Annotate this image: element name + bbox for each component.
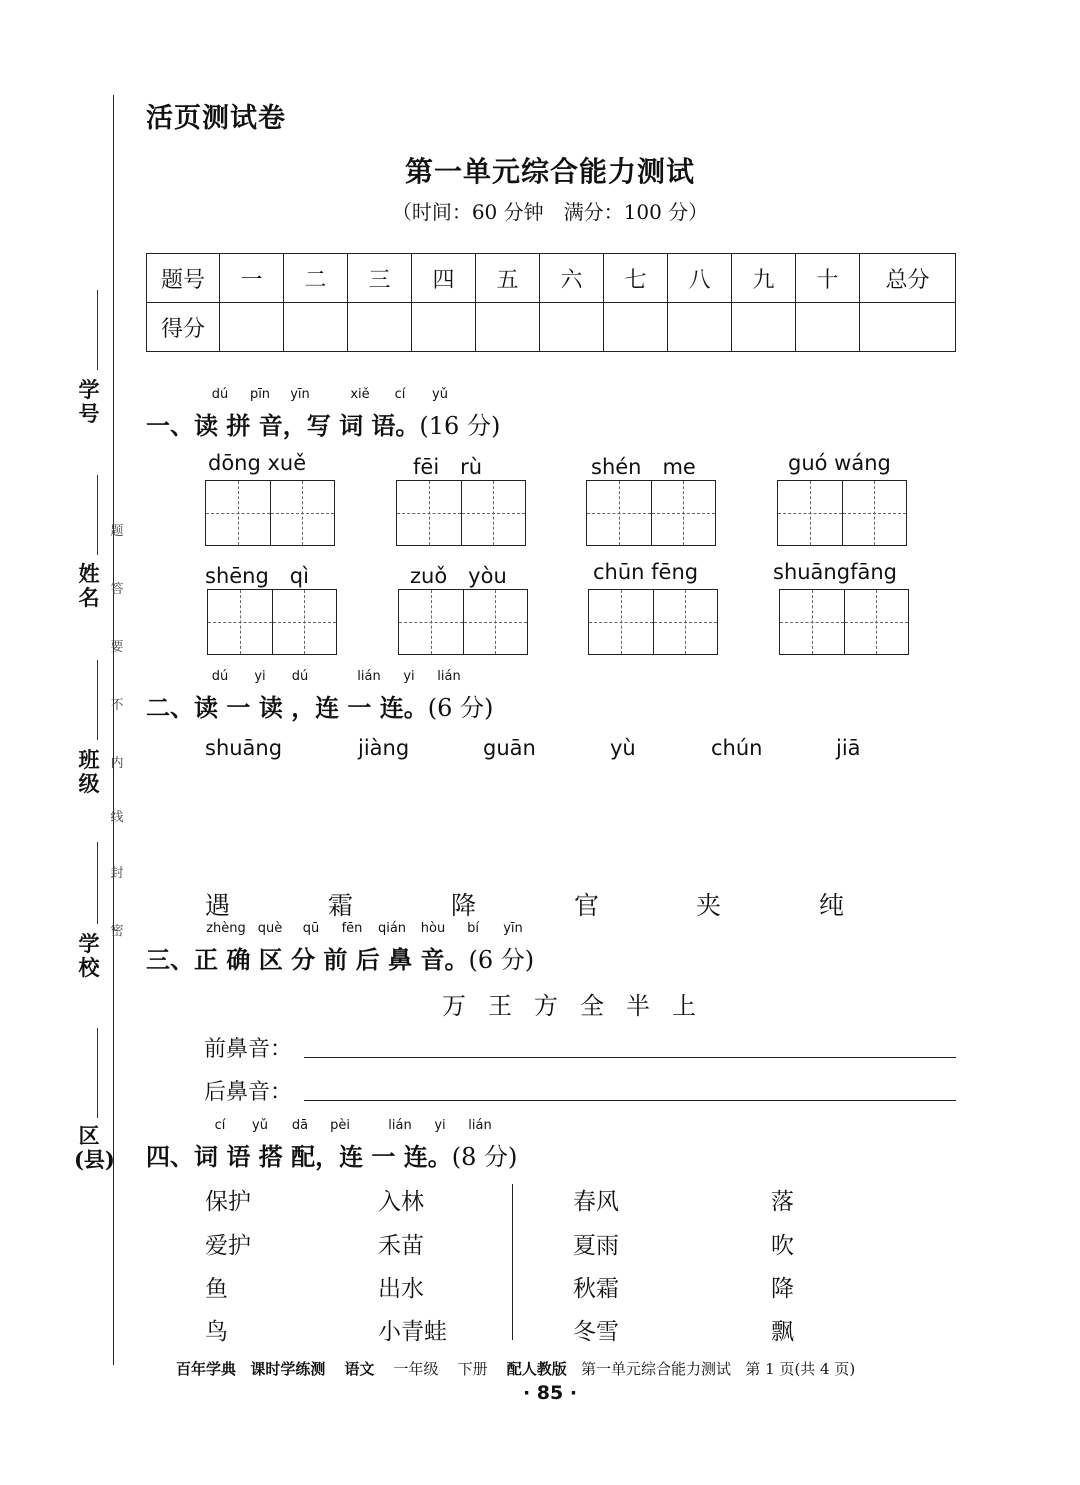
title-pinyin: lián	[468, 1118, 492, 1133]
match-word[interactable]: 爱护	[205, 1233, 251, 1259]
back-nasal-answer-line[interactable]	[304, 1100, 956, 1101]
table-header-cell: 五	[476, 254, 540, 303]
footer-brand: 百年学典	[176, 1360, 237, 1378]
footer-test-name: 第一单元综合能力测试	[581, 1360, 732, 1378]
writing-grid[interactable]	[777, 480, 907, 546]
pinyin-prompt: shēng qì	[205, 564, 309, 588]
table-header-cell: 九	[732, 254, 796, 303]
writing-grid[interactable]	[207, 589, 337, 655]
match-word[interactable]: 保护	[205, 1189, 251, 1215]
score-cell[interactable]	[412, 303, 476, 352]
side-rule	[97, 842, 98, 924]
match-word[interactable]: 入林	[378, 1189, 424, 1215]
seal-char: 封	[110, 866, 124, 881]
title-pinyin: yǔ	[432, 387, 448, 402]
side-rule	[97, 475, 98, 555]
match-char[interactable]: 纯	[819, 891, 845, 920]
side-rule	[97, 1028, 98, 1118]
score-table	[146, 253, 956, 352]
seal-char: 线	[110, 810, 124, 825]
writing-grid[interactable]	[586, 480, 716, 546]
table-header-cell: 七	[604, 254, 668, 303]
district-label: 区(县)	[74, 1123, 115, 1172]
student-number-label: 学号	[78, 377, 100, 426]
title-pinyin: xiě	[350, 387, 370, 402]
section-2-score: (6 分)	[427, 694, 494, 722]
title-pinyin: pīn	[249, 387, 271, 402]
seal-char: 答	[110, 582, 124, 597]
title-pinyin: lián	[357, 669, 381, 684]
match-word[interactable]: 小青蛙	[378, 1319, 447, 1345]
section-4-title	[146, 1137, 517, 1172]
section-3-score: (6 分)	[468, 946, 535, 974]
title-pinyin: hòu	[420, 921, 446, 936]
table-header-cell: 三	[348, 254, 412, 303]
match-word[interactable]: 降	[771, 1276, 794, 1302]
title-pinyin: qū	[302, 921, 320, 936]
section-3-title	[146, 940, 534, 975]
match-char[interactable]: 遇	[205, 891, 231, 920]
footer-subject: 语文	[344, 1360, 375, 1378]
table-header-cell: 六	[540, 254, 604, 303]
title-pinyin: zhèng	[206, 921, 246, 936]
page-subtitle: （时间：60 分钟 满分：100 分）	[391, 200, 709, 224]
match-pinyin[interactable]: jiàng	[358, 736, 410, 760]
writing-grid[interactable]	[396, 480, 526, 546]
table-header-cell: 十	[796, 254, 860, 303]
table-header-cell: 一	[220, 254, 284, 303]
title-pinyin: yi	[403, 669, 415, 684]
school-label: 学校	[78, 931, 100, 980]
section-2-heading: 二、读 一 读 ，连 一 连。	[146, 693, 428, 722]
score-table-header-row	[147, 254, 956, 303]
footer-edition: 配人教版	[506, 1360, 567, 1378]
seal-char: 内	[110, 756, 124, 771]
title-pinyin: pèi	[330, 1118, 350, 1133]
match-char[interactable]: 降	[451, 891, 477, 920]
column-divider	[512, 1184, 513, 1340]
section-1-title	[146, 406, 500, 441]
title-pinyin: dú	[211, 387, 229, 402]
match-word[interactable]: 吹	[771, 1233, 794, 1259]
section-4-score: (8 分)	[451, 1143, 518, 1171]
title-pinyin: lián	[437, 669, 461, 684]
match-word[interactable]: 出水	[378, 1276, 424, 1302]
section-3-heading: 三、正 确 区 分 前 后 鼻 音。	[146, 945, 469, 974]
section-4-heading: 四、词 语 搭 配，连 一 连。	[146, 1142, 452, 1171]
title-pinyin: yi	[254, 669, 266, 684]
section-2-title	[146, 688, 493, 723]
score-cell[interactable]	[348, 303, 412, 352]
match-word[interactable]: 夏雨	[573, 1233, 619, 1259]
score-cell[interactable]	[732, 303, 796, 352]
section-1-score: (16 分)	[419, 412, 501, 440]
footer-page-info: 第 1 页(共 4 页)	[745, 1360, 856, 1378]
match-pinyin[interactable]: jiā	[836, 736, 861, 760]
title-pinyin: dú	[291, 669, 309, 684]
footer-series: 课时学练测	[250, 1360, 326, 1378]
binding-line	[113, 95, 114, 1365]
table-header-cell: 总分	[860, 254, 956, 303]
pinyin-prompt: dōng xuě	[208, 451, 307, 475]
title-pinyin: dā	[291, 1118, 309, 1133]
title-pinyin: yīn	[290, 387, 310, 402]
student-name-label: 姓名	[78, 561, 100, 610]
side-rule	[97, 290, 98, 370]
header-label: 活页测试卷	[146, 103, 286, 134]
match-word[interactable]: 鸟	[205, 1319, 228, 1345]
match-word[interactable]: 飘	[771, 1319, 794, 1345]
writing-grid[interactable]	[588, 589, 718, 655]
score-cell[interactable]	[540, 303, 604, 352]
match-word[interactable]: 冬雪	[573, 1319, 619, 1345]
title-pinyin: qián	[377, 921, 407, 936]
pinyin-prompt: chūn fēng	[593, 560, 699, 584]
title-pinyin: cí	[394, 387, 406, 402]
score-cell[interactable]	[860, 303, 956, 352]
side-rule	[97, 660, 98, 740]
table-header-cell: 八	[668, 254, 732, 303]
score-cell[interactable]	[220, 303, 284, 352]
section-1-heading: 一、读 拼 音，写 词 语。	[146, 411, 420, 440]
score-cell[interactable]	[604, 303, 668, 352]
title-pinyin: dú	[211, 669, 229, 684]
page-title: 第一单元综合能力测试	[404, 155, 695, 188]
page-number: · 85 ·	[522, 1382, 578, 1404]
match-pinyin[interactable]: yù	[610, 736, 636, 760]
pinyin-prompt: zuǒ yòu	[410, 564, 507, 588]
back-nasal-label: 后鼻音：	[204, 1080, 293, 1105]
seal-char: 要	[110, 640, 124, 655]
title-pinyin: cí	[214, 1118, 226, 1133]
pinyin-prompt: fēi rù	[413, 455, 483, 479]
pinyin-prompt: shén me	[591, 455, 696, 479]
writing-grid[interactable]	[779, 589, 909, 655]
match-pinyin[interactable]: chún	[711, 736, 763, 760]
front-nasal-label: 前鼻音：	[204, 1037, 293, 1062]
match-word[interactable]: 鱼	[205, 1276, 228, 1302]
match-word[interactable]: 禾苗	[378, 1233, 424, 1259]
front-nasal-answer-line[interactable]	[304, 1057, 956, 1058]
seal-char: 题	[110, 524, 124, 539]
footer-grade: 一年级	[393, 1360, 439, 1378]
writing-grid[interactable]	[398, 589, 528, 655]
nasal-characters: 万王方全半上	[442, 992, 718, 1020]
match-word[interactable]: 春风	[573, 1189, 619, 1215]
match-word[interactable]: 秋霜	[573, 1276, 619, 1302]
pinyin-prompt: shuāngfāng	[773, 560, 897, 584]
score-row-label: 得分	[147, 303, 220, 352]
page-footer	[176, 1358, 855, 1379]
title-pinyin: fēn	[341, 921, 363, 936]
class-label: 班级	[78, 747, 100, 796]
seal-char: 密	[110, 924, 124, 939]
match-char[interactable]: 夹	[696, 891, 722, 920]
score-table-score-row	[147, 303, 956, 352]
match-char[interactable]: 霜	[328, 891, 354, 920]
table-header-cell: 四	[412, 254, 476, 303]
title-pinyin: lián	[388, 1118, 412, 1133]
seal-char: 不	[110, 698, 124, 713]
match-pinyin[interactable]: guān	[483, 736, 536, 760]
table-header-cell: 二	[284, 254, 348, 303]
score-cell[interactable]	[796, 303, 860, 352]
footer-volume: 下册	[457, 1360, 488, 1378]
match-pinyin[interactable]: shuāng	[205, 736, 283, 760]
pinyin-prompt: guó wáng	[788, 451, 891, 475]
match-word[interactable]: 落	[771, 1189, 794, 1215]
title-pinyin: yǔ	[252, 1118, 268, 1133]
score-cell[interactable]	[668, 303, 732, 352]
title-pinyin: bí	[467, 921, 479, 936]
title-pinyin: yi	[434, 1118, 446, 1133]
score-cell[interactable]	[284, 303, 348, 352]
table-header-cell: 题号	[147, 254, 220, 303]
score-cell[interactable]	[476, 303, 540, 352]
title-pinyin: què	[257, 921, 283, 936]
writing-grid[interactable]	[205, 480, 335, 546]
match-char[interactable]: 官	[574, 891, 600, 920]
title-pinyin: yīn	[503, 921, 523, 936]
